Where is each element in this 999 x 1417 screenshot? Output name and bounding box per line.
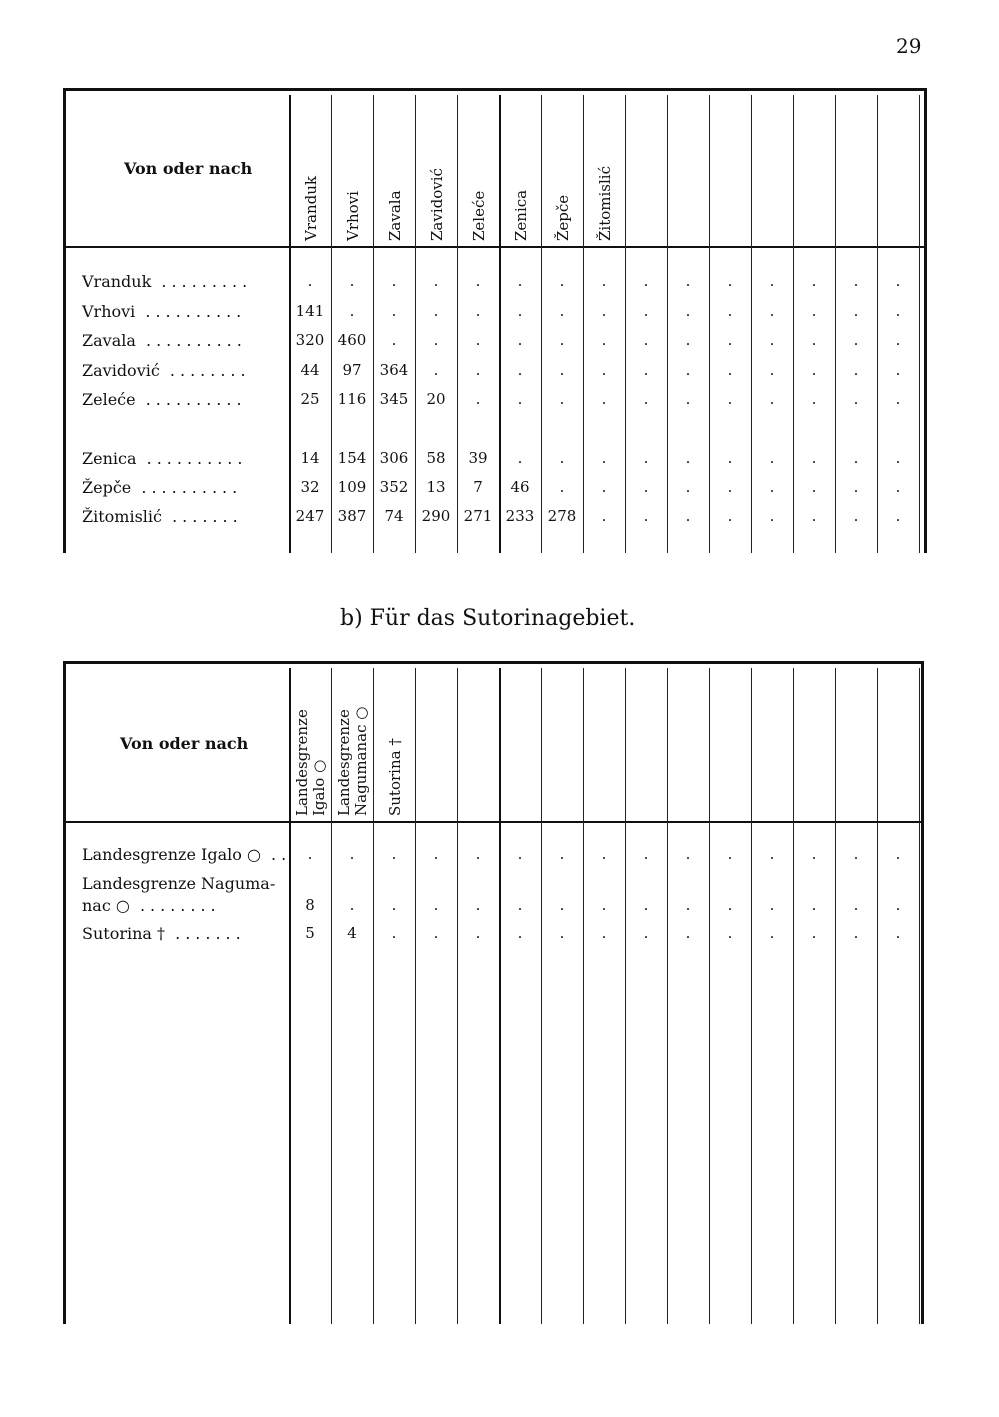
table-cell: . bbox=[643, 449, 649, 467]
column-rule bbox=[499, 668, 501, 1324]
table-cell: . bbox=[769, 361, 775, 379]
table-cell: . bbox=[643, 924, 649, 942]
table-cell: . bbox=[727, 331, 733, 349]
table-cell: . bbox=[433, 331, 439, 349]
table-cell: . bbox=[811, 924, 817, 942]
table-cell: . bbox=[685, 478, 691, 496]
table-cell: 7 bbox=[473, 478, 483, 496]
table-cell: . bbox=[685, 896, 691, 914]
table-cell: . bbox=[601, 845, 607, 863]
row-label bbox=[82, 507, 243, 526]
table-cell: . bbox=[811, 331, 817, 349]
header-rule bbox=[66, 246, 924, 248]
table-cell: 345 bbox=[379, 390, 409, 408]
leader-dots: .......... bbox=[135, 302, 247, 321]
table-cell: . bbox=[517, 302, 523, 320]
row-label bbox=[82, 924, 246, 943]
table-cell: . bbox=[601, 507, 607, 525]
column-header: Sutorina † bbox=[386, 738, 404, 816]
table-cell: . bbox=[433, 302, 439, 320]
table-cell: . bbox=[559, 478, 565, 496]
leader-dots: ....... bbox=[165, 924, 246, 943]
table-cell: . bbox=[601, 390, 607, 408]
leader-dots: ........ bbox=[129, 896, 221, 915]
table-cell: . bbox=[475, 924, 481, 942]
table-cell: . bbox=[727, 507, 733, 525]
table-cell: . bbox=[727, 302, 733, 320]
table-cell: . bbox=[811, 449, 817, 467]
table-cell: . bbox=[685, 331, 691, 349]
row-label bbox=[82, 272, 252, 291]
table-cell: . bbox=[685, 507, 691, 525]
column-rule bbox=[793, 668, 794, 1324]
column-header: Landesgrenze Igalo ○ bbox=[293, 709, 328, 816]
distance-table-a bbox=[63, 88, 927, 553]
column-header: Zeleće bbox=[470, 190, 488, 241]
row-label-text: Zavidović bbox=[82, 361, 160, 380]
table-cell: . bbox=[433, 896, 439, 914]
row-label bbox=[82, 449, 247, 468]
table-cell: . bbox=[727, 924, 733, 942]
table-cell: . bbox=[685, 924, 691, 942]
table-cell: . bbox=[601, 302, 607, 320]
table-cell: . bbox=[769, 507, 775, 525]
row-label-text: Sutorina † bbox=[82, 924, 166, 943]
table-cell: . bbox=[727, 896, 733, 914]
table-cell: . bbox=[559, 924, 565, 942]
leader-dots: ....... bbox=[162, 507, 243, 526]
table-cell: 13 bbox=[426, 478, 446, 496]
table-cell: . bbox=[391, 896, 397, 914]
column-rule bbox=[331, 668, 332, 1324]
table-cell: . bbox=[643, 507, 649, 525]
table-cell: . bbox=[475, 390, 481, 408]
table-cell: . bbox=[853, 478, 859, 496]
table-cell: . bbox=[433, 924, 439, 942]
table-cell: . bbox=[349, 272, 355, 290]
table-cell: 271 bbox=[463, 507, 493, 525]
table-cell: . bbox=[349, 896, 355, 914]
table-cell: . bbox=[853, 272, 859, 290]
table-cell: . bbox=[601, 331, 607, 349]
table-cell: . bbox=[769, 390, 775, 408]
table-cell: . bbox=[349, 845, 355, 863]
table-cell: . bbox=[895, 507, 901, 525]
table-cell: . bbox=[895, 390, 901, 408]
table-cell: . bbox=[475, 361, 481, 379]
table-cell: . bbox=[811, 302, 817, 320]
table-cell: . bbox=[895, 845, 901, 863]
row-label-text: Žepče bbox=[82, 478, 132, 497]
leader-dots: .......... bbox=[135, 390, 247, 409]
column-header: Zenica bbox=[512, 189, 530, 241]
column-rule bbox=[373, 668, 374, 1324]
table-cell: . bbox=[727, 361, 733, 379]
column-header: Vranduk bbox=[302, 176, 320, 241]
table-cell: 4 bbox=[347, 924, 357, 942]
table-cell: . bbox=[853, 924, 859, 942]
table-cell: . bbox=[601, 272, 607, 290]
table-cell: . bbox=[601, 361, 607, 379]
column-rule bbox=[625, 668, 626, 1324]
table-cell: . bbox=[433, 845, 439, 863]
column-rule bbox=[289, 668, 291, 1324]
row-label bbox=[82, 331, 247, 350]
column-rule bbox=[667, 668, 668, 1324]
table-cell: . bbox=[727, 449, 733, 467]
table-cell: 233 bbox=[505, 507, 535, 525]
row-label-text: Zeleće bbox=[82, 390, 136, 409]
table-cell: . bbox=[601, 449, 607, 467]
table-cell: . bbox=[643, 896, 649, 914]
table-cell: . bbox=[559, 896, 565, 914]
column-rule bbox=[751, 668, 752, 1324]
table-cell: . bbox=[769, 302, 775, 320]
column-rule bbox=[415, 668, 416, 1324]
table-cell: 8 bbox=[305, 896, 315, 914]
row-label-text: Vranduk bbox=[82, 272, 152, 291]
table-cell: 320 bbox=[295, 331, 325, 349]
table-cell: . bbox=[559, 272, 565, 290]
table-cell: . bbox=[811, 272, 817, 290]
column-rule bbox=[709, 668, 710, 1324]
table-cell: 460 bbox=[337, 331, 367, 349]
table-cell: . bbox=[349, 302, 355, 320]
table-cell: . bbox=[895, 896, 901, 914]
leader-dots: .. bbox=[260, 845, 292, 864]
table-cell: . bbox=[769, 845, 775, 863]
table-cell: . bbox=[685, 845, 691, 863]
table-cell: . bbox=[769, 449, 775, 467]
row-label-text: Žitomislić bbox=[82, 507, 162, 526]
table-cell: . bbox=[895, 302, 901, 320]
row-label bbox=[82, 478, 242, 497]
table-cell: . bbox=[475, 302, 481, 320]
table-cell: . bbox=[559, 331, 565, 349]
table-cell: . bbox=[811, 845, 817, 863]
column-rule bbox=[457, 668, 458, 1324]
table-cell: . bbox=[433, 361, 439, 379]
table-cell: . bbox=[853, 507, 859, 525]
table-cell: . bbox=[307, 845, 313, 863]
table-cell: . bbox=[601, 896, 607, 914]
table-cell: . bbox=[727, 272, 733, 290]
table-a-header-label: Von oder nach bbox=[124, 159, 253, 178]
table-cell: . bbox=[517, 924, 523, 942]
table-cell: . bbox=[769, 272, 775, 290]
column-rule bbox=[919, 668, 920, 1324]
column-header: Landesgrenze Nagumanac ○ bbox=[335, 706, 370, 816]
table-cell: . bbox=[643, 478, 649, 496]
table-cell: . bbox=[559, 302, 565, 320]
table-cell: . bbox=[853, 331, 859, 349]
row-label-text: Zenica bbox=[82, 449, 137, 468]
table-cell: . bbox=[517, 896, 523, 914]
table-cell: . bbox=[559, 449, 565, 467]
table-cell: . bbox=[391, 331, 397, 349]
column-header: Žepče bbox=[554, 194, 572, 241]
table-cell: 290 bbox=[421, 507, 451, 525]
table-cell: 46 bbox=[510, 478, 530, 496]
column-rule bbox=[541, 668, 542, 1324]
table-cell: . bbox=[685, 449, 691, 467]
table-cell: . bbox=[769, 478, 775, 496]
table-cell: . bbox=[895, 449, 901, 467]
table-cell: . bbox=[853, 390, 859, 408]
column-header: Zavidović bbox=[428, 168, 446, 241]
row-label-text: Landesgrenze Naguma- bbox=[82, 874, 276, 893]
row-label-continued bbox=[82, 896, 221, 915]
row-label bbox=[82, 874, 275, 893]
table-cell: 25 bbox=[300, 390, 320, 408]
table-cell: . bbox=[853, 302, 859, 320]
table-cell: . bbox=[685, 302, 691, 320]
table-cell: . bbox=[853, 896, 859, 914]
table-cell: . bbox=[895, 272, 901, 290]
column-rule bbox=[877, 668, 878, 1324]
table-cell: 44 bbox=[300, 361, 320, 379]
table-cell: . bbox=[895, 331, 901, 349]
table-cell: 58 bbox=[426, 449, 446, 467]
table-cell: . bbox=[391, 845, 397, 863]
table-cell: . bbox=[601, 924, 607, 942]
table-cell: . bbox=[643, 361, 649, 379]
table-cell: . bbox=[811, 390, 817, 408]
distance-table-b bbox=[63, 661, 924, 1324]
table-b-header-label: Von oder nach bbox=[120, 734, 249, 753]
table-cell: . bbox=[853, 845, 859, 863]
row-label-text: nac ○ bbox=[82, 896, 130, 915]
leader-dots: .......... bbox=[135, 331, 247, 350]
table-cell: . bbox=[475, 272, 481, 290]
table-cell: . bbox=[559, 845, 565, 863]
leader-dots: ......... bbox=[151, 272, 253, 291]
table-cell: . bbox=[895, 478, 901, 496]
table-cell: . bbox=[391, 924, 397, 942]
table-cell: 141 bbox=[295, 302, 325, 320]
table-cell: . bbox=[517, 449, 523, 467]
section-title: b) Für das Sutorinagebiet. bbox=[340, 606, 636, 631]
table-cell: . bbox=[727, 478, 733, 496]
row-label-text: Vrhovi bbox=[82, 302, 136, 321]
leader-dots: .......... bbox=[131, 478, 243, 497]
table-cell: 306 bbox=[379, 449, 409, 467]
row-label-text: Zavala bbox=[82, 331, 136, 350]
table-cell: . bbox=[391, 272, 397, 290]
table-cell: . bbox=[559, 361, 565, 379]
table-cell: . bbox=[685, 361, 691, 379]
table-cell: . bbox=[643, 272, 649, 290]
table-cell: . bbox=[811, 896, 817, 914]
table-cell: 116 bbox=[337, 390, 367, 408]
table-cell: . bbox=[643, 845, 649, 863]
table-cell: 387 bbox=[337, 507, 367, 525]
table-cell: . bbox=[517, 845, 523, 863]
table-cell: . bbox=[769, 331, 775, 349]
table-cell: 32 bbox=[300, 478, 320, 496]
table-cell: 97 bbox=[342, 361, 362, 379]
table-cell: . bbox=[895, 361, 901, 379]
table-cell: . bbox=[727, 845, 733, 863]
table-cell: . bbox=[517, 390, 523, 408]
page-number: 29 bbox=[896, 34, 922, 58]
column-header: Žitomislić bbox=[596, 166, 614, 241]
table-cell: . bbox=[643, 390, 649, 408]
table-cell: 154 bbox=[337, 449, 367, 467]
table-cell: . bbox=[517, 331, 523, 349]
row-label bbox=[82, 390, 247, 409]
table-cell: . bbox=[853, 361, 859, 379]
table-cell: . bbox=[769, 924, 775, 942]
column-rule bbox=[835, 668, 836, 1324]
table-cell: . bbox=[433, 272, 439, 290]
table-cell: . bbox=[811, 507, 817, 525]
table-cell: . bbox=[475, 331, 481, 349]
table-cell: 364 bbox=[379, 361, 409, 379]
table-cell: . bbox=[895, 924, 901, 942]
column-header: Vrhovi bbox=[344, 191, 362, 241]
table-cell: . bbox=[517, 361, 523, 379]
column-rule bbox=[919, 95, 920, 553]
table-cell: . bbox=[643, 302, 649, 320]
table-cell: 5 bbox=[305, 924, 315, 942]
table-cell: 74 bbox=[384, 507, 404, 525]
table-cell: . bbox=[307, 272, 313, 290]
table-cell: . bbox=[811, 478, 817, 496]
column-rule bbox=[583, 668, 584, 1324]
table-cell: . bbox=[391, 302, 397, 320]
table-cell: 278 bbox=[547, 507, 577, 525]
table-cell: . bbox=[517, 272, 523, 290]
table-cell: 14 bbox=[300, 449, 320, 467]
table-cell: . bbox=[685, 390, 691, 408]
table-cell: . bbox=[559, 390, 565, 408]
table-cell: 109 bbox=[337, 478, 367, 496]
row-label bbox=[82, 302, 246, 321]
leader-dots: .......... bbox=[136, 449, 248, 468]
table-cell: . bbox=[727, 390, 733, 408]
table-cell: 39 bbox=[468, 449, 488, 467]
leader-dots: ........ bbox=[159, 361, 251, 380]
table-cell: . bbox=[601, 478, 607, 496]
table-cell: . bbox=[643, 331, 649, 349]
table-cell: . bbox=[769, 896, 775, 914]
table-cell: . bbox=[685, 272, 691, 290]
table-cell: . bbox=[853, 449, 859, 467]
row-label bbox=[82, 845, 291, 864]
table-cell: 247 bbox=[295, 507, 325, 525]
table-cell: . bbox=[475, 845, 481, 863]
table-cell: . bbox=[811, 361, 817, 379]
table-cell: 20 bbox=[426, 390, 446, 408]
column-header: Zavala bbox=[386, 190, 404, 241]
row-label-text: Landesgrenze Igalo ○ bbox=[82, 845, 261, 864]
row-label bbox=[82, 361, 251, 380]
table-cell: . bbox=[475, 896, 481, 914]
table-cell: 352 bbox=[379, 478, 409, 496]
